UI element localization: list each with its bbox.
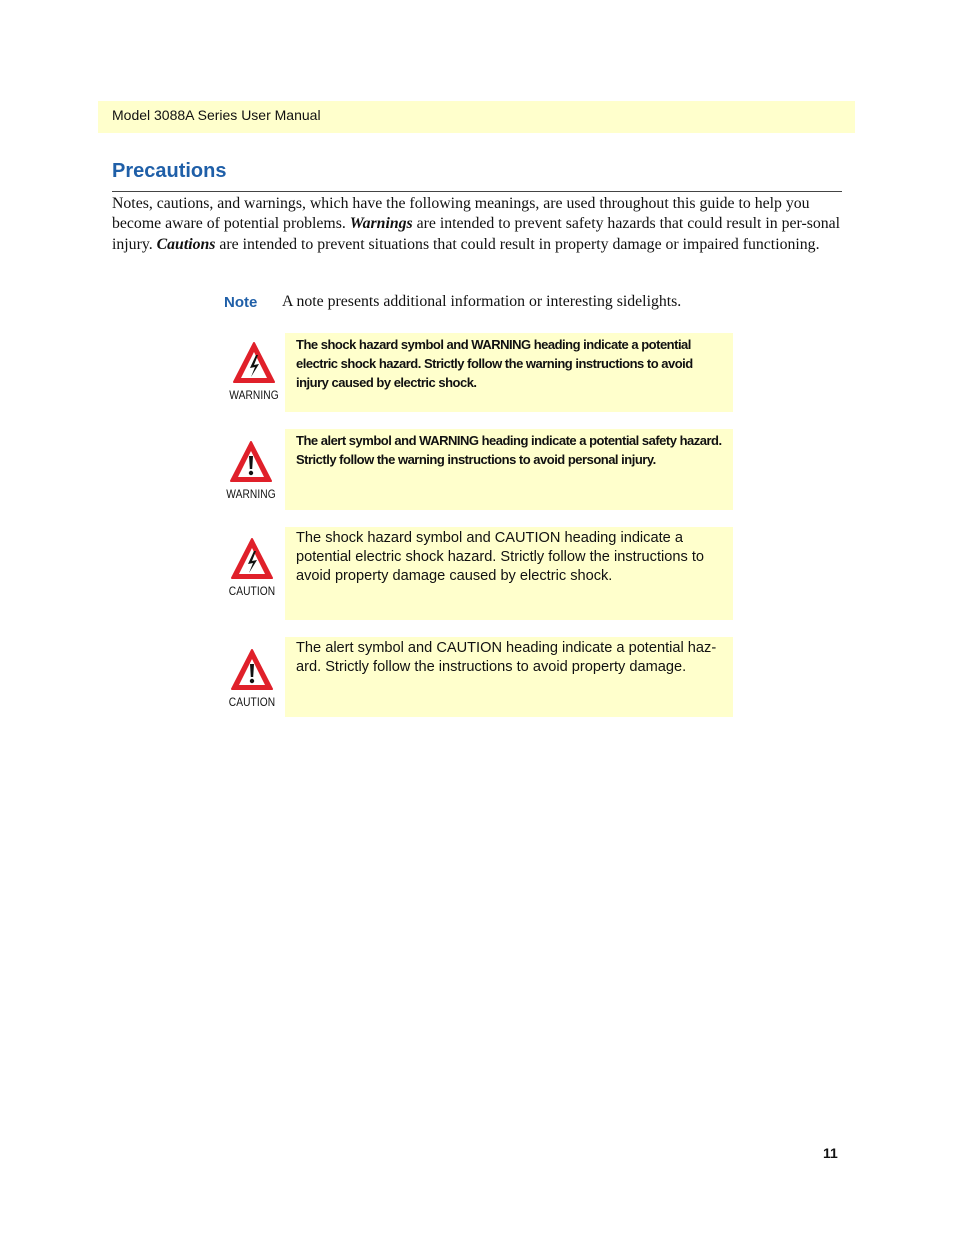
note-label: Note xyxy=(224,294,258,311)
alert-icon xyxy=(228,439,274,485)
running-header xyxy=(98,101,855,133)
notice-icon-group xyxy=(222,647,282,709)
notice-text: The shock hazard symbol and WARNING heading indicate a potential electric shock hazard. Strictly follow the warning instructions to avoid injury caused by electric shock. xyxy=(296,337,693,390)
cautions-term: Cautions xyxy=(156,235,216,253)
notice-caption: CAUTION xyxy=(228,584,276,598)
intro-part-3: are intended to prevent situations that could result in property damage or impaired functioning. xyxy=(215,235,820,253)
notice-text: The alert symbol and CAUTION heading indicate a potential haz-ard. Strictly follow the instructions to avoid property damage. xyxy=(296,640,717,675)
shock-hazard-icon xyxy=(231,340,277,386)
notice-icon-group xyxy=(222,536,282,598)
section-title: Precautions xyxy=(112,160,227,182)
caution-notice-box xyxy=(285,527,733,620)
shock-hazard-icon xyxy=(229,536,275,582)
notice-text: The shock hazard symbol and CAUTION heading indicate a potential electric shock hazard. Strictly follow the instructions to avoid property damage caused by electric shock. xyxy=(296,530,704,584)
warning-notice-box xyxy=(285,429,733,510)
notice-text: The alert symbol and WARNING heading indicate a potential safety hazard. Strictly follow the warning instructions to avoid personal injury. xyxy=(296,433,722,467)
intro-part-2: are intended to prevent safety hazards that could result in per-sonal injury. xyxy=(112,215,841,253)
notice-icon-group xyxy=(224,340,284,402)
notice-caption: WARNING xyxy=(226,487,276,501)
running-header-title: Model 3088A Series User Manual xyxy=(112,107,321,123)
notice-caption: CAUTION xyxy=(228,695,276,709)
notice-caption: WARNING xyxy=(229,388,279,402)
title-divider xyxy=(112,191,842,192)
warnings-term: Warnings xyxy=(349,215,413,233)
intro-part-1: Notes, cautions, and warnings, which have the following meanings, are used throughout this guide to help you become aware of potential problems. xyxy=(112,195,810,233)
intro-paragraph xyxy=(112,194,844,255)
note-text: A note presents additional information or interesting sidelights. xyxy=(282,293,682,310)
caution-notice-box xyxy=(285,637,733,717)
alert-icon xyxy=(229,647,275,693)
warning-notice-box xyxy=(285,333,733,412)
page-number: 11 xyxy=(823,1145,838,1161)
notice-icon-group xyxy=(221,439,281,501)
